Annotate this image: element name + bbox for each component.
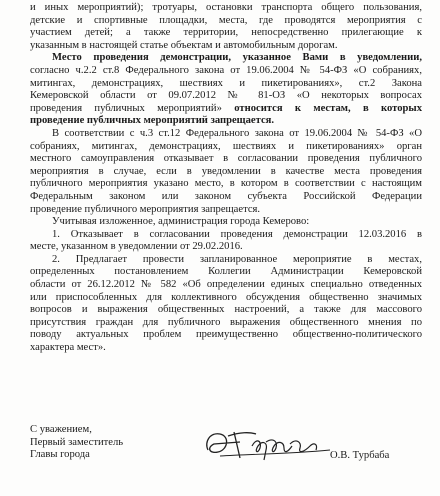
text-line: собраниях, митингах, демонстрациях, шествиях и пикетированиях» орган bbox=[30, 140, 422, 152]
text-line: местного самоуправления отказывает в согласовании проведения публичного bbox=[30, 153, 422, 165]
text-line: или приспособленных для коллективного обсуждения общественно значимых bbox=[30, 291, 422, 303]
handwritten-signature bbox=[200, 412, 340, 472]
text-line: поводу актуальных проблем преимущественно общественно-политического bbox=[30, 329, 422, 341]
text-line: В соответствии с ч.3 ст.12 Федерального закона от 19.06.2004 № 54-ФЗ «О bbox=[52, 127, 422, 139]
text-line: митингах, демонстрациях, шествиях и пикетированиях», ст.2 Закона bbox=[30, 77, 422, 89]
text-line: 1. Отказывает в согласовании проведения демонстрации 12.03.2016 в bbox=[52, 228, 422, 240]
closing-line: С уважением, bbox=[30, 424, 92, 435]
text-line: присутствия граждан для публичного выражения общественного мнения по bbox=[30, 316, 422, 328]
text-line: публичного мероприятия указано место, в котором в соответствии с настоящим bbox=[30, 178, 422, 190]
signer-position-line-1: Первый заместитель bbox=[30, 436, 124, 448]
signer-position-line-2: Главы города bbox=[30, 449, 90, 461]
text-line: согласно ч.2.2 ст.8 Федерального закона от 19.06.2004 № 54-ФЗ «О собраниях, bbox=[30, 64, 422, 76]
paragraph bbox=[30, 52, 422, 128]
text-line: мероприятия в случае, если в уведомлении в качестве места проведения bbox=[30, 165, 422, 177]
text-line: определенных постановлением Коллегии Администрации Кемеровской bbox=[30, 266, 422, 278]
paragraph bbox=[30, 229, 422, 254]
text-line: проведения публичных мероприятий» относится к местам, в которых bbox=[30, 102, 422, 114]
text-line: и иных мероприятий); тротуары, остановки транспорта общего пользования, bbox=[30, 2, 422, 13]
text-line: Кемеровской области от 09.07.2012 № 81-ОЗ «О некоторых вопросах bbox=[30, 90, 422, 102]
text-line: Место проведения демонстрации, указанное Вами в уведомлении, bbox=[52, 52, 422, 64]
text-line: Учитывая изложенное, администрация города Кемерово: bbox=[52, 216, 310, 228]
text-line: Федеральным законом или законом субъекта Российской Федерации bbox=[30, 190, 422, 202]
signature-block bbox=[30, 424, 123, 462]
signer-name: О.В. Турбаба bbox=[330, 450, 390, 461]
text-line: проведение публичных мероприятий запрещается. bbox=[30, 115, 275, 127]
text-line: области от 26.12.2012 № 582 «Об определении единых специально отведенных bbox=[30, 279, 422, 291]
text-line: проведение публичного мероприятия запрещается. bbox=[30, 203, 261, 215]
letter-body bbox=[30, 2, 422, 355]
text-line: 2. Предлагает провести запланированное мероприятие в местах, bbox=[52, 253, 422, 265]
paragraph bbox=[30, 128, 422, 216]
paragraph bbox=[30, 2, 422, 52]
text-line: месте, указанном в уведомлении от 29.02.2016. bbox=[30, 241, 243, 253]
text-line: характера мест». bbox=[30, 342, 106, 354]
paragraph bbox=[30, 216, 422, 229]
text-line: участием детей; а также территории, непосредственно прилегающие к bbox=[30, 27, 422, 39]
text-line: вопросов и выражения общественных настроений, а также для массового bbox=[30, 304, 422, 316]
paragraph bbox=[30, 254, 422, 355]
text-line: детские и спортивные площадки, места, где проводятся мероприятия с bbox=[30, 14, 422, 26]
text-line: указанным в настоящей статье объектам и автомобильным дорогам. bbox=[30, 39, 338, 51]
